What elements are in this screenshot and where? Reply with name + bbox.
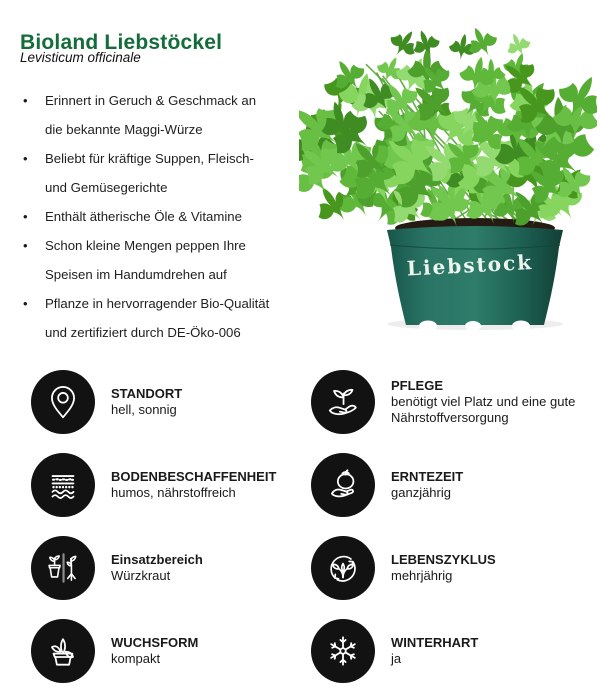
attribute-bodenbeschaffenheit: [20, 443, 300, 526]
attributes-grid: [20, 360, 598, 692]
feature-list: [20, 86, 300, 347]
attribute-label: PFLEGE: [391, 377, 444, 393]
product-photo: [299, 4, 597, 336]
list-item-line: • Pflanze in hervorragender Bio-Qualität: [45, 296, 270, 311]
attribute-value: Würzkraut: [111, 567, 171, 583]
pot-label: Liebstock: [406, 249, 534, 281]
attribute-standort: [20, 360, 300, 443]
attribute-pflege: [300, 360, 598, 443]
list-item-line: und zertifiziert durch DE-Öko-006: [45, 325, 241, 340]
attribute-label: LEBENSZYKLUS: [391, 551, 496, 567]
attribute-value: benötigt viel Platz und eine gute Nährstoffversorgung: [391, 393, 576, 425]
list-item: [20, 289, 300, 347]
attribute-wuchsform: [20, 609, 300, 692]
list-item: [20, 202, 300, 231]
plant-illustration: [299, 4, 597, 336]
hand-fruit-icon: [311, 453, 375, 517]
list-item-line: • Erinnert in Geruch & Geschmack an: [45, 93, 257, 108]
plant-foliage: [299, 21, 597, 239]
list-item-line: • Enthält ätherische Öle & Vitamine: [45, 209, 242, 224]
list-item-line: die bekannte Maggi-Würze: [45, 122, 203, 137]
attribute-value: ganzjährig: [391, 484, 451, 500]
flower-pot: [387, 218, 563, 332]
attribute-label: WUCHSFORM: [111, 634, 199, 650]
lifecycle-arrows-icon: [311, 536, 375, 600]
potted-plant-divider-icon: [31, 536, 95, 600]
list-item: [20, 231, 300, 289]
attribute-einsatzbereich: [20, 526, 300, 609]
attribute-label: ERNTEZEIT: [391, 468, 464, 484]
list-item: [20, 86, 300, 144]
attribute-lebenszyklus: [300, 526, 598, 609]
list-item-line: • Beliebt für kräftige Suppen, Fleisch-: [45, 151, 254, 166]
attribute-label: Einsatzbereich: [111, 551, 203, 567]
attribute-value: humos, nährstoffreich: [111, 484, 236, 500]
attribute-label: STANDORT: [111, 385, 183, 401]
attribute-value: ja: [391, 650, 402, 666]
page-title: Bioland Liebstöckel: [20, 31, 223, 55]
list-item-line: • Schon kleine Mengen peppen Ihre: [45, 238, 246, 253]
attribute-label: BODENBESCHAFFENHEIT: [111, 468, 277, 484]
list-item-line: und Gemüsegerichte: [45, 180, 168, 195]
attribute-label: WINTERHART: [391, 634, 479, 650]
list-item-line: Speisen im Handumdrehen auf: [45, 267, 227, 282]
attribute-erntezeit: [300, 443, 598, 526]
plant-in-pot-icon: [31, 619, 95, 683]
botanical-name: Levisticum officinale: [20, 50, 141, 65]
attribute-value: mehrjährig: [391, 567, 453, 583]
hand-seedling-icon: [311, 370, 375, 434]
snowflake-icon: [311, 619, 375, 683]
list-item: [20, 144, 300, 202]
soil-layers-icon: [31, 453, 95, 517]
attribute-value: hell, sonnig: [111, 401, 177, 417]
attribute-winterhart: [300, 609, 598, 692]
attribute-value: kompakt: [111, 650, 161, 666]
location-pin-icon: [31, 370, 95, 434]
